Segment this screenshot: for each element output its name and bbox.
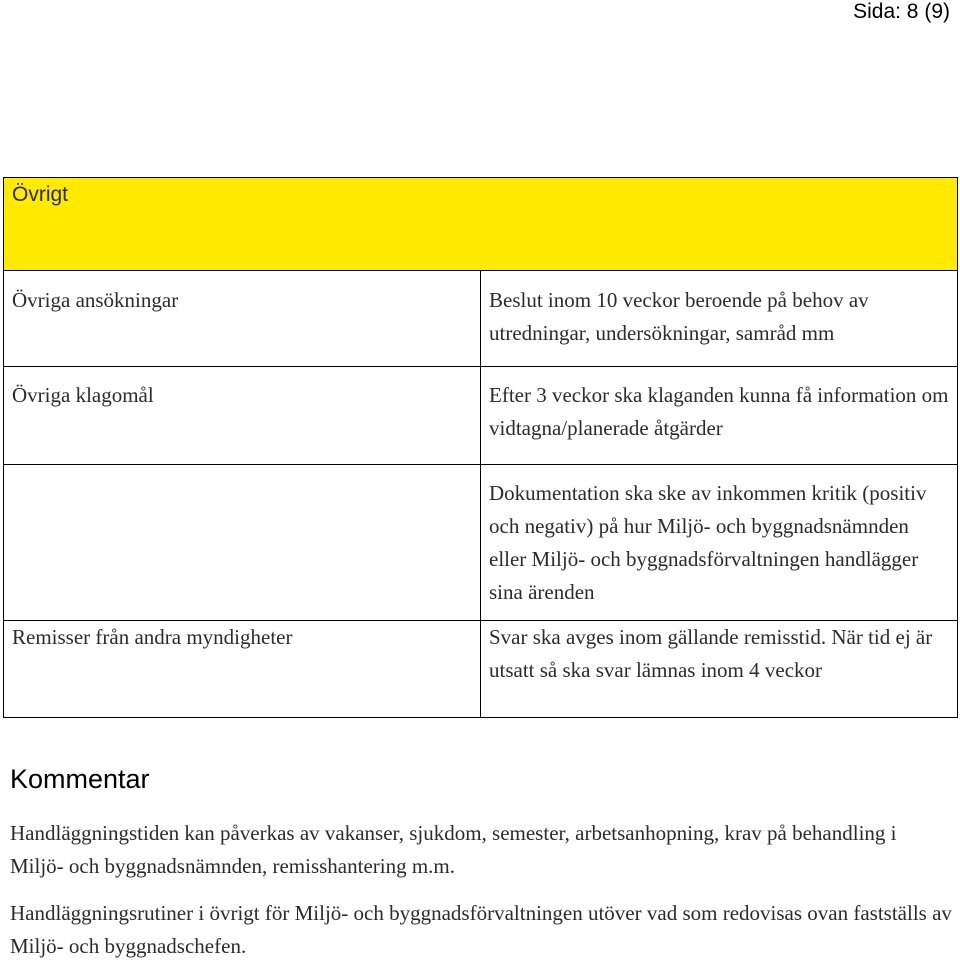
- comment-paragraph: Handläggningstiden kan påverkas av vakanser, sjukdom, semester, arbetsanhopning, krav på behandling i Miljö- och byggnadsnämnden, remisshantering m.m.: [10, 821, 897, 878]
- table-row: [4, 621, 958, 718]
- comment-heading: Kommentar: [10, 764, 150, 794]
- row-text: Efter 3 veckor ska klaganden kunna få information om vidtagna/planerade åtgärder: [481, 367, 958, 465]
- row-label: [4, 465, 481, 621]
- row-label: Övriga ansökningar: [4, 271, 481, 367]
- comment-paragraph: Handläggningsrutiner i övrigt för Miljö- och byggnadsförvaltningen utöver vad som redovisas ovan fastställs av Miljö- och byggnadschefen.: [10, 901, 952, 958]
- table-row: [4, 367, 958, 465]
- table-row: [4, 271, 958, 367]
- row-text: Beslut inom 10 veckor beroende på behov av utredningar, undersökningar, samråd mm: [481, 271, 958, 367]
- page-number: Sida: 8 (9): [853, 0, 950, 23]
- row-label: Övriga klagomål: [4, 367, 481, 465]
- processing-times-table: [3, 177, 958, 718]
- row-text: Dokumentation ska ske av inkommen kritik (positiv och negativ) på hur Miljö- och byggnadsnämnden eller Miljö- och byggnadsförvaltningen handlägger sina ärenden: [481, 465, 958, 621]
- table-header: Övrigt: [4, 178, 958, 271]
- row-text: Svar ska avges inom gällande remisstid. När tid ej är utsatt så ska svar lämnas inom 4 veckor: [481, 621, 958, 718]
- row-label: Remisser från andra myndigheter: [4, 621, 481, 718]
- table-row: [4, 465, 958, 621]
